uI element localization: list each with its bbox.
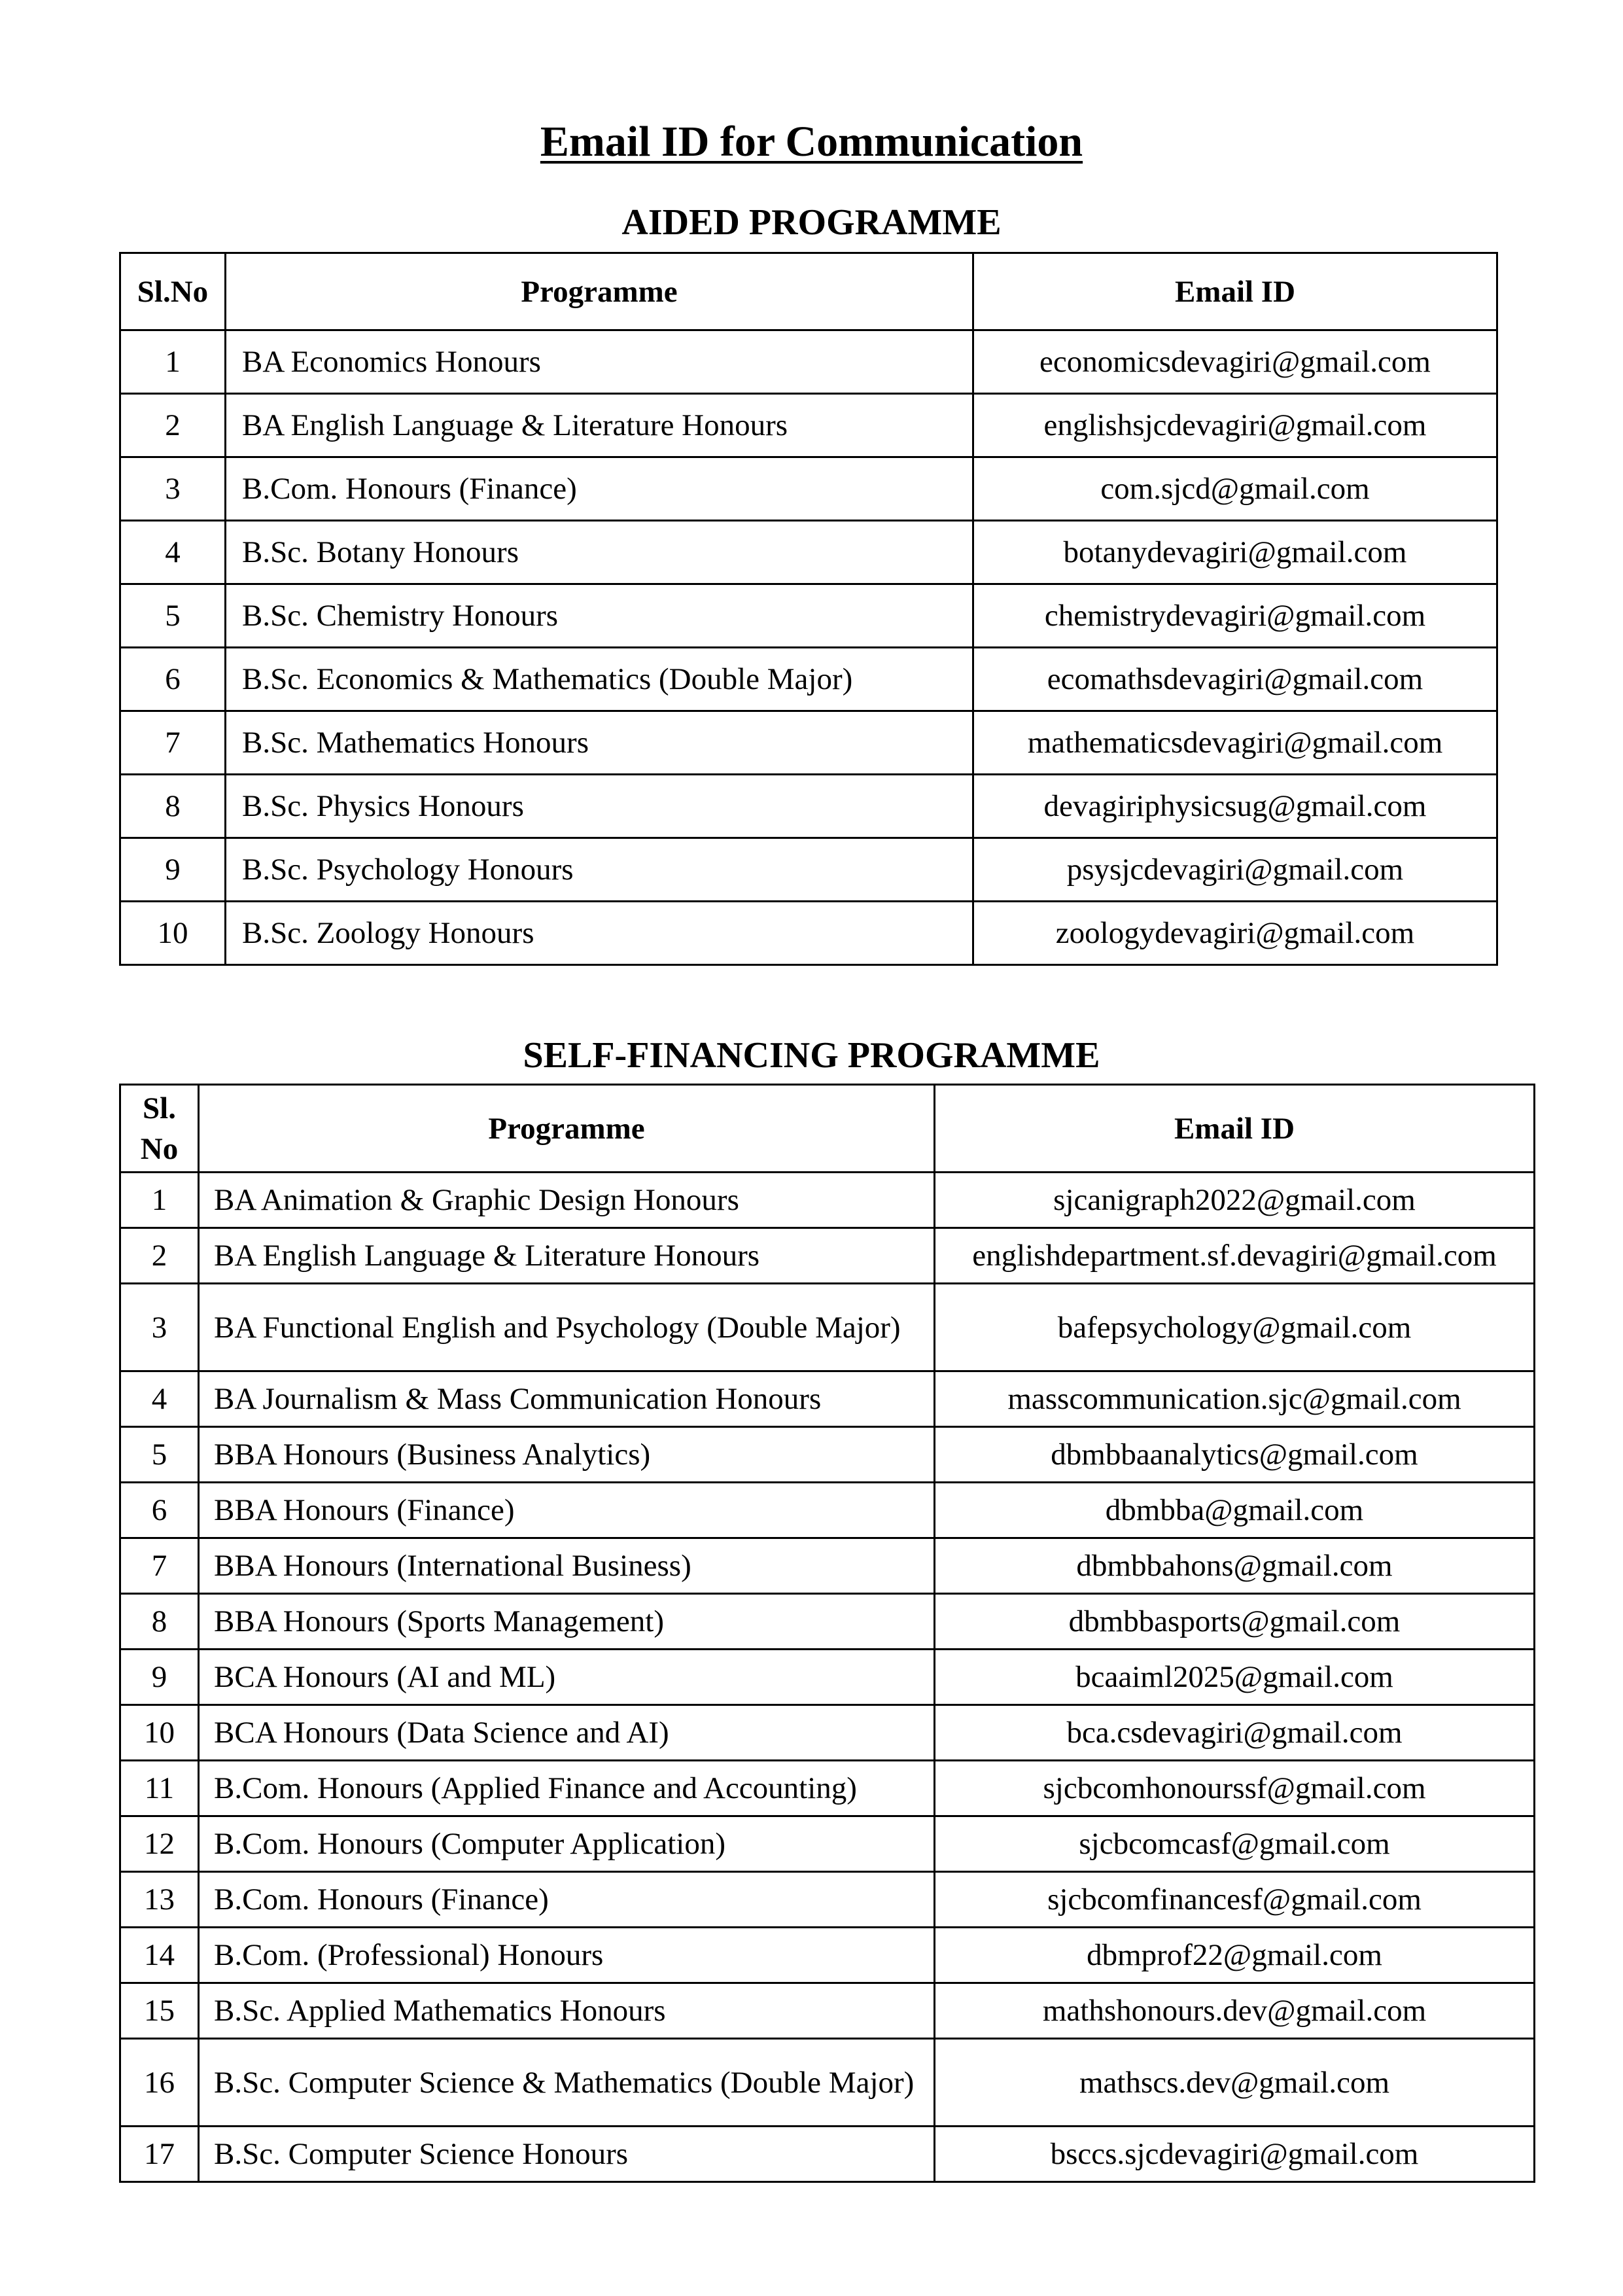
email-address: sjcbcomhonourssf@gmail.com	[935, 1761, 1535, 1816]
programme-name: B.Sc. Economics & Mathematics (Double Major)	[226, 648, 973, 711]
email-address: bafepsychology@gmail.com	[935, 1284, 1535, 1371]
email-address: mathematicsdevagiri@gmail.com	[973, 711, 1497, 775]
row-number: 8	[120, 1594, 199, 1650]
table-row	[120, 2127, 1535, 2182]
programme-name: BBA Honours (Business Analytics)	[199, 1427, 935, 1483]
row-number: 12	[120, 1816, 199, 1872]
email-address: dbmbba@gmail.com	[935, 1483, 1535, 1538]
header-sl-no-line2: No	[140, 1131, 179, 1166]
row-number: 3	[120, 1284, 199, 1371]
row-number: 3	[120, 457, 226, 521]
programme-name: BA Animation & Graphic Design Honours	[199, 1173, 935, 1228]
programme-name: B.Com. Honours (Applied Finance and Accounting)	[199, 1761, 935, 1816]
table-row	[120, 1427, 1535, 1483]
header-sl-no	[120, 1085, 199, 1173]
table-row	[120, 1284, 1535, 1371]
table-row	[120, 2039, 1535, 2127]
programme-name: BA Functional English and Psychology (Double Major)	[199, 1284, 935, 1371]
email-address: dbmprof22@gmail.com	[935, 1928, 1535, 1983]
email-address: englishdepartment.sf.devagiri@gmail.com	[935, 1228, 1535, 1284]
row-number: 1	[120, 330, 226, 394]
table-row	[120, 1705, 1535, 1761]
row-number: 14	[120, 1928, 199, 1983]
row-number: 7	[120, 1538, 199, 1594]
table-row	[120, 1538, 1535, 1594]
row-number: 7	[120, 711, 226, 775]
table-row	[120, 457, 1497, 521]
header-programme: Programme	[199, 1085, 935, 1173]
programme-name: BA English Language & Literature Honours	[226, 394, 973, 457]
programme-name: B.Sc. Computer Science Honours	[199, 2127, 935, 2182]
table-row	[120, 775, 1497, 838]
email-address: bca.csdevagiri@gmail.com	[935, 1705, 1535, 1761]
table-row	[120, 1761, 1535, 1816]
row-number: 6	[120, 648, 226, 711]
email-address: sjcbcomcasf@gmail.com	[935, 1816, 1535, 1872]
programme-name: BBA Honours (Sports Management)	[199, 1594, 935, 1650]
row-number: 9	[120, 1650, 199, 1705]
table-row	[120, 902, 1497, 965]
programme-name: B.Sc. Zoology Honours	[226, 902, 973, 965]
self-financing-programme-table	[119, 1084, 1535, 2183]
row-number: 17	[120, 2127, 199, 2182]
programme-name: BA English Language & Literature Honours	[199, 1228, 935, 1284]
row-number: 2	[120, 1228, 199, 1284]
table-header-row	[120, 253, 1497, 330]
programme-name: B.Sc. Physics Honours	[226, 775, 973, 838]
email-address: zoologydevagiri@gmail.com	[973, 902, 1497, 965]
row-number: 10	[120, 902, 226, 965]
table-header-row	[120, 1085, 1535, 1173]
email-address: chemistrydevagiri@gmail.com	[973, 584, 1497, 648]
self-financing-programme-title: SELF-FINANCING PROGRAMME	[523, 1035, 1100, 1076]
aided-programme-table	[119, 252, 1498, 966]
table-row	[120, 1173, 1535, 1228]
programme-name: B.Com. Honours (Finance)	[226, 457, 973, 521]
email-address: englishsjcdevagiri@gmail.com	[973, 394, 1497, 457]
table-row	[120, 330, 1497, 394]
table-row	[120, 1228, 1535, 1284]
table-row	[120, 1371, 1535, 1427]
programme-name: BCA Honours (Data Science and AI)	[199, 1705, 935, 1761]
header-sl-no: Sl.No	[120, 253, 226, 330]
header-email: Email ID	[973, 253, 1497, 330]
programme-name: B.Sc. Botany Honours	[226, 521, 973, 584]
table-row	[120, 711, 1497, 775]
programme-name: BBA Honours (International Business)	[199, 1538, 935, 1594]
email-address: masscommunication.sjc@gmail.com	[935, 1371, 1535, 1427]
table-row	[120, 584, 1497, 648]
row-number: 10	[120, 1705, 199, 1761]
email-address: dbmbbahons@gmail.com	[935, 1538, 1535, 1594]
row-number: 4	[120, 1371, 199, 1427]
email-address: psysjcdevagiri@gmail.com	[973, 838, 1497, 902]
email-address: sjcanigraph2022@gmail.com	[935, 1173, 1535, 1228]
row-number: 5	[120, 1427, 199, 1483]
table-row	[120, 1483, 1535, 1538]
email-address: bcaaiml2025@gmail.com	[935, 1650, 1535, 1705]
row-number: 1	[120, 1173, 199, 1228]
programme-name: BCA Honours (AI and ML)	[199, 1650, 935, 1705]
programme-name: BBA Honours (Finance)	[199, 1483, 935, 1538]
row-number: 13	[120, 1872, 199, 1928]
email-address: com.sjcd@gmail.com	[973, 457, 1497, 521]
programme-name: BA Economics Honours	[226, 330, 973, 394]
email-address: economicsdevagiri@gmail.com	[973, 330, 1497, 394]
email-address: botanydevagiri@gmail.com	[973, 521, 1497, 584]
email-address: sjcbcomfinancesf@gmail.com	[935, 1872, 1535, 1928]
email-address: ecomathsdevagiri@gmail.com	[973, 648, 1497, 711]
programme-name: BA Journalism & Mass Communication Honours	[199, 1371, 935, 1427]
programme-name: B.Sc. Psychology Honours	[226, 838, 973, 902]
page-title: Email ID for Communication	[540, 118, 1083, 166]
email-address: mathshonours.dev@gmail.com	[935, 1983, 1535, 2039]
table-row	[120, 648, 1497, 711]
table-row	[120, 1650, 1535, 1705]
email-address: mathscs.dev@gmail.com	[935, 2039, 1535, 2127]
email-address: dbmbbaanalytics@gmail.com	[935, 1427, 1535, 1483]
row-number: 5	[120, 584, 226, 648]
table-row	[120, 394, 1497, 457]
programme-name: B.Com. Honours (Computer Application)	[199, 1816, 935, 1872]
programme-name: B.Com. Honours (Finance)	[199, 1872, 935, 1928]
row-number: 8	[120, 775, 226, 838]
row-number: 9	[120, 838, 226, 902]
programme-name: B.Sc. Applied Mathematics Honours	[199, 1983, 935, 2039]
programme-name: B.Sc. Chemistry Honours	[226, 584, 973, 648]
header-sl-no-line1: Sl.	[143, 1091, 176, 1125]
table-row	[120, 1594, 1535, 1650]
row-number: 4	[120, 521, 226, 584]
row-number: 11	[120, 1761, 199, 1816]
table-row	[120, 838, 1497, 902]
programme-name: B.Sc. Computer Science & Mathematics (Double Major)	[199, 2039, 935, 2127]
aided-programme-title: AIDED PROGRAMME	[621, 202, 1002, 243]
programme-name: B.Com. (Professional) Honours	[199, 1928, 935, 1983]
row-number: 6	[120, 1483, 199, 1538]
table-row	[120, 1872, 1535, 1928]
table-row	[120, 1928, 1535, 1983]
email-address: devagiriphysicsug@gmail.com	[973, 775, 1497, 838]
email-address: bsccs.sjcdevagiri@gmail.com	[935, 2127, 1535, 2182]
email-address: dbmbbasports@gmail.com	[935, 1594, 1535, 1650]
header-email: Email ID	[935, 1085, 1535, 1173]
row-number: 16	[120, 2039, 199, 2127]
programme-name: B.Sc. Mathematics Honours	[226, 711, 973, 775]
table-row	[120, 1983, 1535, 2039]
header-programme: Programme	[226, 253, 973, 330]
row-number: 15	[120, 1983, 199, 2039]
table-row	[120, 1816, 1535, 1872]
row-number: 2	[120, 394, 226, 457]
table-row	[120, 521, 1497, 584]
